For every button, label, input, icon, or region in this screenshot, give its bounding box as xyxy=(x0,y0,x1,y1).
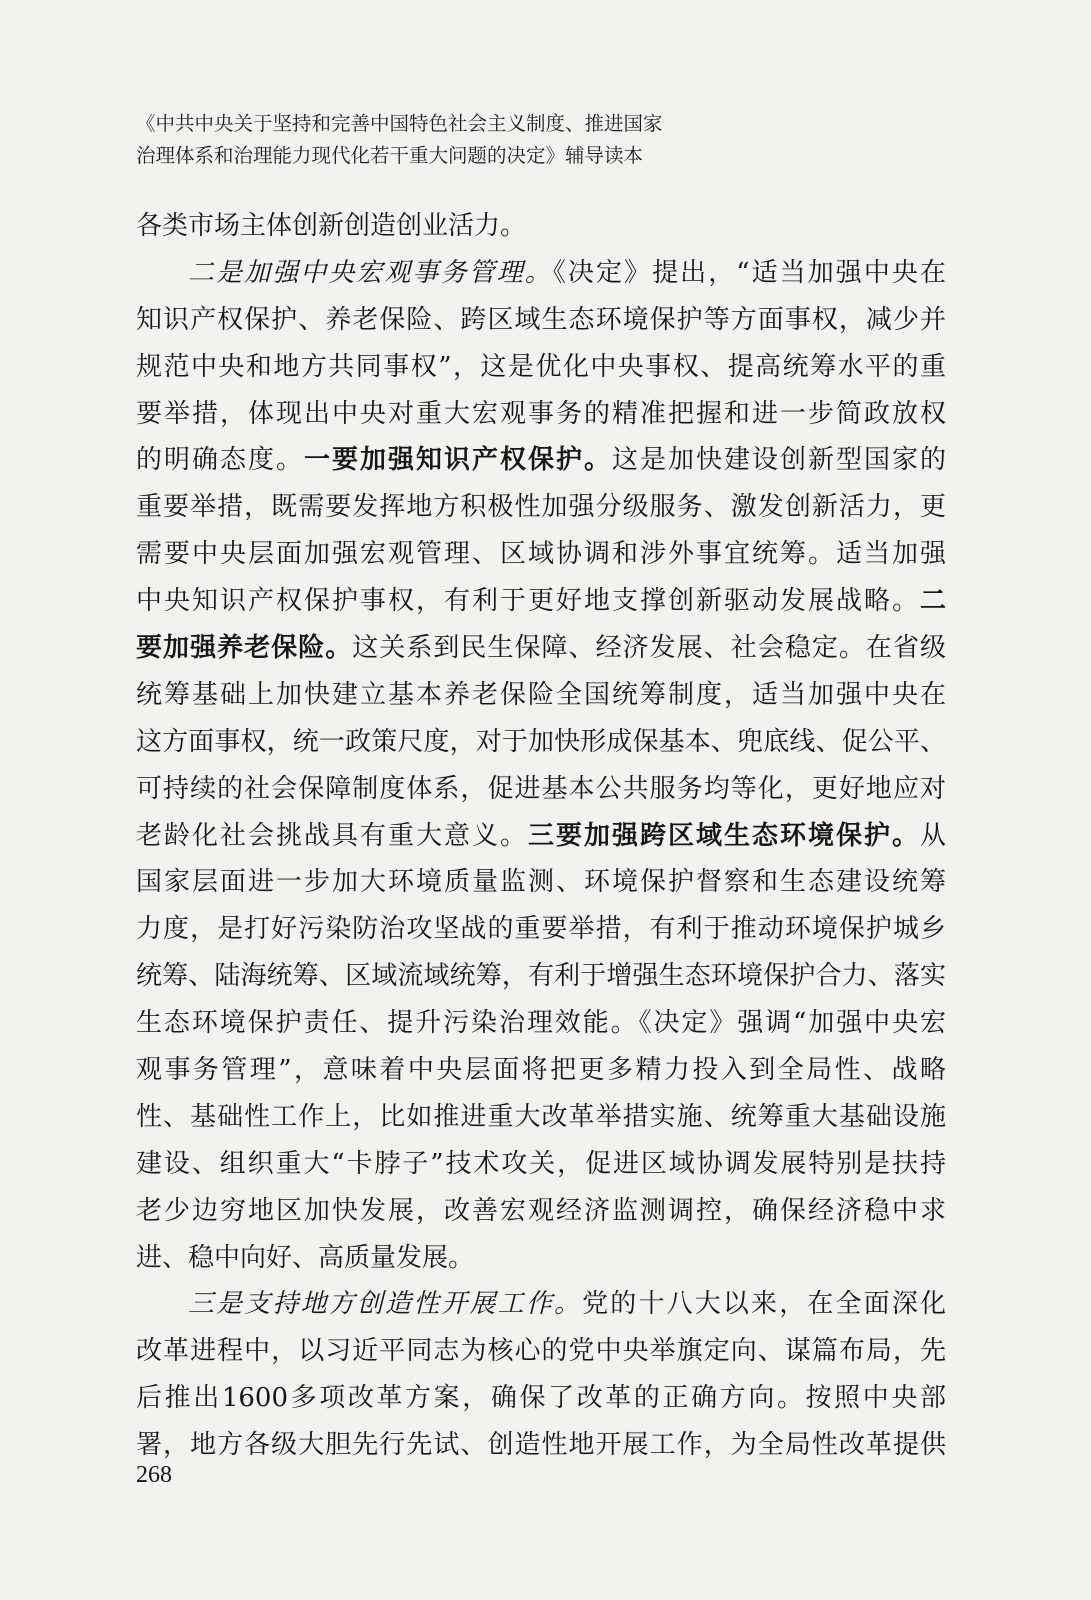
text-line: 的明确态度。一要加强知识产权保护。这是加快建设创新型国家的 xyxy=(136,445,946,476)
text-line: 中央知识产权保护事权，有利于更好地支撑创新驱动发展战略。二 xyxy=(136,586,946,617)
text-line: 统筹基础上加快建立基本养老保险全国统筹制度，适当加强中央在 xyxy=(136,679,946,710)
text-line: 改革进程中，以习近平同志为核心的党中央举旗定向、谋篇布局，先 xyxy=(136,1336,946,1367)
text-line: 观事务管理”，意味着中央层面将把更多精力投入到全局性、战略 xyxy=(136,1055,946,1086)
text-line: 生态环境保护责任、提升污染治理效能。《决定》强调“加强中央宏 xyxy=(136,1008,946,1039)
text-line: 统筹、陆海统筹、区域流域统筹，有利于增强生态环境保护合力、落实 xyxy=(136,961,946,992)
text-line: 老少边穷地区加快发展，改善宏观经济监测调控，确保经济稳中求 xyxy=(136,1195,946,1226)
text-line: 可持续的社会保障制度体系，促进基本公共服务均等化，更好地应对 xyxy=(136,773,946,804)
text-line: 需要中央层面加强宏观管理、区域协调和涉外事宜统筹。适当加强 xyxy=(136,539,946,570)
text-line: 知识产权保护、养老保险、跨区域生态环境保护等方面事权，减少并 xyxy=(136,304,946,335)
text-line: 要加强养老保险。这关系到民生保障、经济发展、社会稳定。在省级 xyxy=(136,633,946,664)
point-lead-2a: 二 xyxy=(919,586,946,617)
text-line: 进、稳中向好、高质量发展。 xyxy=(136,1242,475,1273)
text-line: 重要举措，既需要发挥地方积极性加强分级服务、激发创新活力，更 xyxy=(136,492,946,523)
body-text xyxy=(136,203,946,1469)
section-lead-3: 三是支持地方创造性开展工作。 xyxy=(188,1289,583,1320)
text-line: 规范中央和地方共同事权”，这是优化中央事权、提高统筹水平的重 xyxy=(136,351,946,382)
text-line: 三是支持地方创造性开展工作。党的十八大以来，在全面深化 xyxy=(188,1289,946,1320)
point-lead-2b: 要加强养老保险。 xyxy=(136,633,353,664)
text-line: 老龄化社会挑战具有重大意义。三要加强跨区域生态环境保护。从 xyxy=(136,820,946,851)
header-line-1: 《中共中央关于坚持和完善中国特色社会主义制度、推进国家 xyxy=(136,112,663,135)
text-line: 性、基础性工作上，比如推进重大改革举措实施、统筹重大基础设施 xyxy=(136,1101,946,1132)
text-line: 后推出1600多项改革方案，确保了改革的正确方向。按照中央部 xyxy=(136,1383,946,1414)
page-number: 268 xyxy=(136,1462,172,1488)
running-header xyxy=(136,108,956,172)
text-line: 要举措，体现出中央对重大宏观事务的精准把握和进一步简政放权 xyxy=(136,398,946,429)
text-line: 力度，是打好污染防治攻坚战的重要举措，有利于推动环境保护城乡 xyxy=(136,914,946,945)
text-line: 建设、组织重大“卡脖子”技术攻关，促进区域协调发展特别是扶持 xyxy=(136,1148,946,1179)
text-line: 署，地方各级大胆先行先试、创造性地开展工作，为全局性改革提供 xyxy=(136,1430,946,1461)
text-line: 这方面事权，统一政策尺度，对于加快形成保基本、兜底线、促公平、 xyxy=(136,726,946,757)
point-lead-1: 一要加强知识产权保护。 xyxy=(304,445,612,476)
text-line: 各类市场主体创新创造创业活力。 xyxy=(136,211,527,241)
text-line: 国家层面进一步加大环境质量监测、环境保护督察和生态建设统筹 xyxy=(136,867,946,898)
text-line: 二是加强中央宏观事务管理。《决定》提出，“适当加强中央在 xyxy=(188,257,946,288)
header-line-2: 治理体系和治理能力现代化若干重大问题的决定》辅导读本 xyxy=(136,144,644,167)
point-lead-3: 三要加强跨区域生态环境保护。 xyxy=(527,820,920,851)
section-lead-2: 二是加强中央宏观事务管理。 xyxy=(188,257,553,288)
